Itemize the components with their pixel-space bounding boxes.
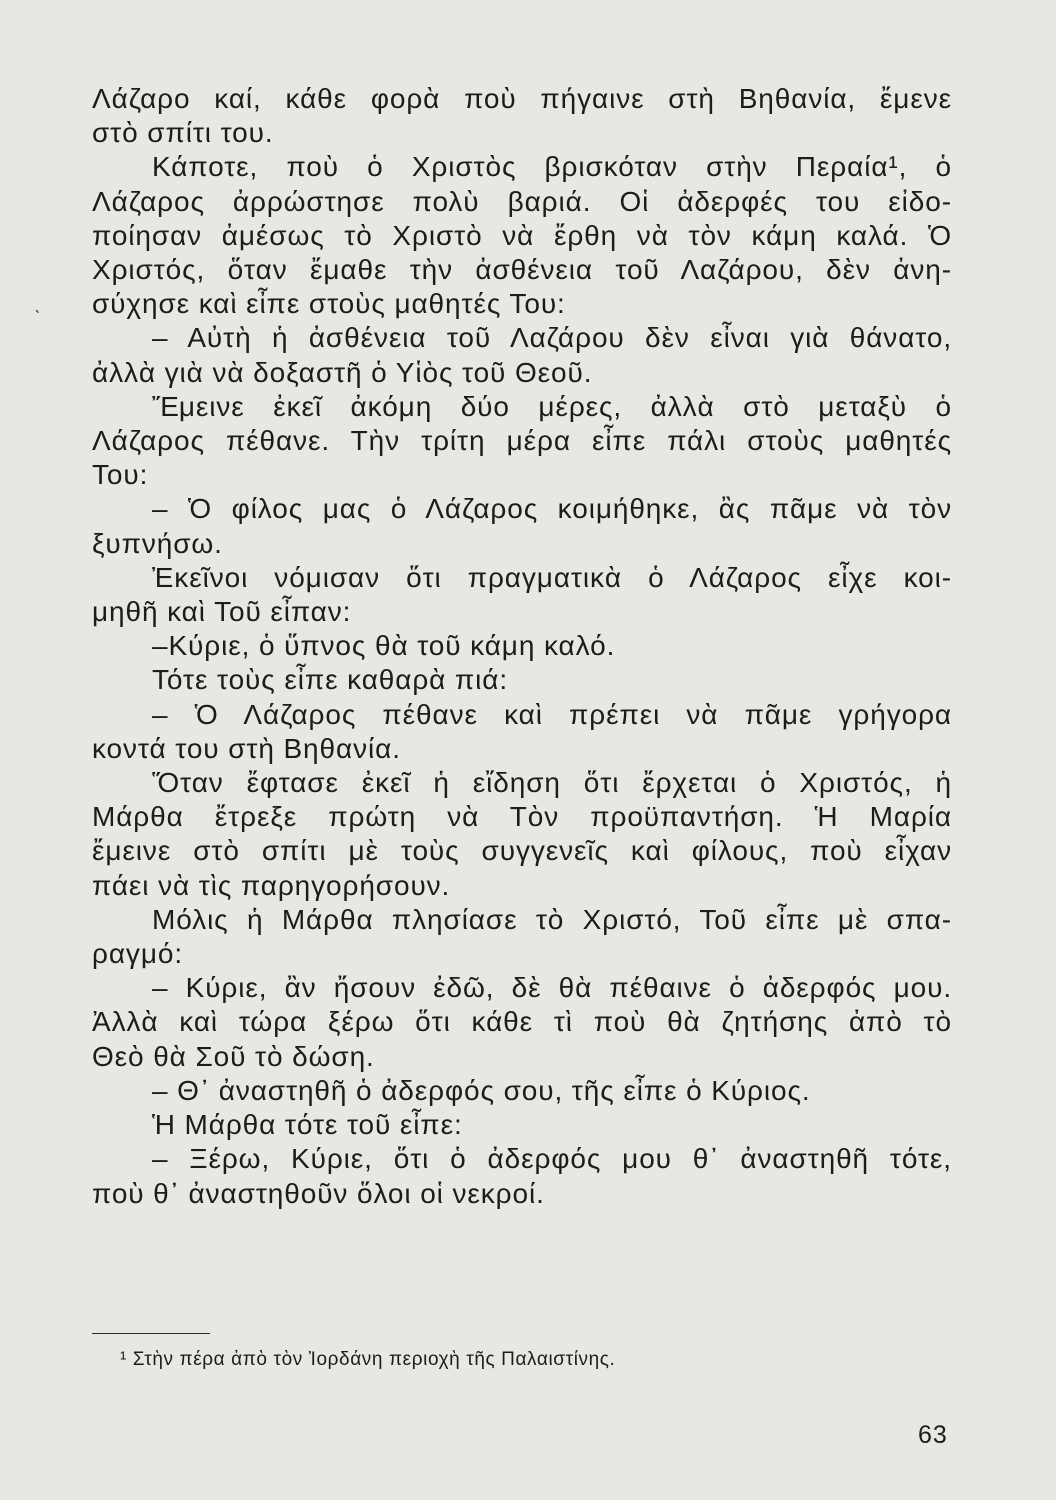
text-line: –Κύριε, ὁ ὕπνος θὰ τοῦ κάμη καλό. (152, 630, 616, 662)
text-line: Ἐκεῖνοι νόμισαν ὅτι πραγματικὰ ὁ Λάζαρος εἶχε κοι- (152, 561, 952, 593)
text-line: – Θ᾽ ἀναστηθῆ ὁ ἀδερφός σου, τῆς εἶπε ὁ Κύριος. (152, 1074, 811, 1106)
text-line: Μόλις ἡ Μάρθα πλησίασε τὸ Χριστό, Τοῦ εἶπε μὲ σπα- (152, 903, 952, 935)
body-text (92, 82, 952, 1211)
text-line: Θεὸ θὰ Σοῦ τὸ δώση. (92, 1040, 375, 1072)
text-line: κοντά του στὴ Βηθανία. (92, 732, 401, 764)
text-line: Κάποτε, ποὺ ὁ Χριστὸς βρισκόταν στὴν Περαία¹, ὁ (152, 151, 952, 183)
text-line: ξυπνήσω. (92, 527, 223, 559)
text-line: Ἀλλὰ καὶ τώρα ξέρω ὅτι κάθε τὶ ποὺ θὰ ζητήσης ἀπὸ τὸ (92, 1006, 952, 1038)
page-number: 63 (918, 1421, 948, 1449)
text-line: Ἡ Μάρθα τότε τοῦ εἶπε: (152, 1109, 463, 1141)
text-line: Μάρθα ἔτρεξε πρώτη νὰ Τὸν προϋπαντήση. Ἡ Μαρία (92, 801, 952, 833)
text-line: Λάζαρος ἀρρώστησε πολὺ βαριά. Οἱ ἀδερφές του εἰδο- (92, 185, 952, 217)
text-line: Λάζαρο καί, κάθε φορὰ ποὺ πήγαινε στὴ Βηθανία, ἔμενε (92, 83, 952, 114)
text-line: Ἔμεινε ἐκεῖ ἀκόμη δύο μέρες, ἀλλὰ στὸ μεταξὺ ὁ (152, 390, 952, 422)
text-line: ποὺ θ᾽ ἀναστηθοῦν ὅλοι οἱ νεκροί. (92, 1177, 545, 1209)
text-line: Τότε τοὺς εἶπε καθαρὰ πιά: (152, 664, 509, 696)
text-line: πάει νὰ τὶς παρηγορήσουν. (92, 869, 451, 901)
text-line: ἔμεινε στὸ σπίτι μὲ τοὺς συγγενεῖς καὶ φίλους, ποὺ εἶχαν (92, 835, 952, 867)
text-line: σύχησε καὶ εἶπε στοὺς μαθητές Του: (92, 288, 566, 320)
footnote: ¹ Στὴν πέρα ἀπὸ τὸν Ἰορδάνη περιοχὴ τῆς Παλαιστίνης. (120, 1349, 616, 1370)
text-line: – Ὁ Λάζαρος πέθανε καὶ πρέπει νὰ πᾶμε γρήγορα (152, 698, 952, 730)
text-line: Χριστός, ὅταν ἔμαθε τὴν ἀσθένεια τοῦ Λαζάρου, δὲν ἀνη- (92, 254, 952, 286)
footnote-separator (92, 1333, 210, 1334)
text-line: – Κύριε, ἂν ἤσουν ἐδῶ, δὲ θὰ πέθαινε ὁ ἀδερφός μου. (152, 972, 952, 1004)
text-line: – Ὁ φίλος μας ὁ Λάζαρος κοιμήθηκε, ἂς πᾶμε νὰ τὸν (152, 493, 952, 525)
margin-tick-mark: ˋ (34, 308, 41, 330)
text-line: – Αὐτὴ ἡ ἀσθένεια τοῦ Λαζάρου δὲν εἶναι γιὰ θάνατο, (152, 322, 952, 354)
text-line: – Ξέρω, Κύριε, ὅτι ὁ ἀδερφός μου θ᾽ ἀναστηθῆ τότε, (152, 1143, 952, 1175)
text-line: στὸ σπίτι του. (92, 117, 274, 149)
text-line: Λάζαρος πέθανε. Τὴν τρίτη μέρα εἶπε πάλι στοὺς μαθητές (92, 425, 952, 457)
text-line: ἀλλὰ γιὰ νὰ δοξαστῆ ὁ Υἱὸς τοῦ Θεοῦ. (92, 356, 593, 388)
text-line: ραγμό: (92, 938, 183, 970)
text-line: μηθῆ καὶ Τοῦ εἶπαν: (92, 596, 352, 628)
text-line: Ὅταν ἔφτασε ἐκεῖ ἡ εἴδηση ὅτι ἔρχεται ὁ Χριστός, ἡ (152, 767, 952, 799)
text-line: Του: (92, 459, 149, 491)
text-line: ποίησαν ἀμέσως τὸ Χριστὸ νὰ ἔρθη νὰ τὸν κάμη καλά. Ὁ (92, 219, 952, 251)
